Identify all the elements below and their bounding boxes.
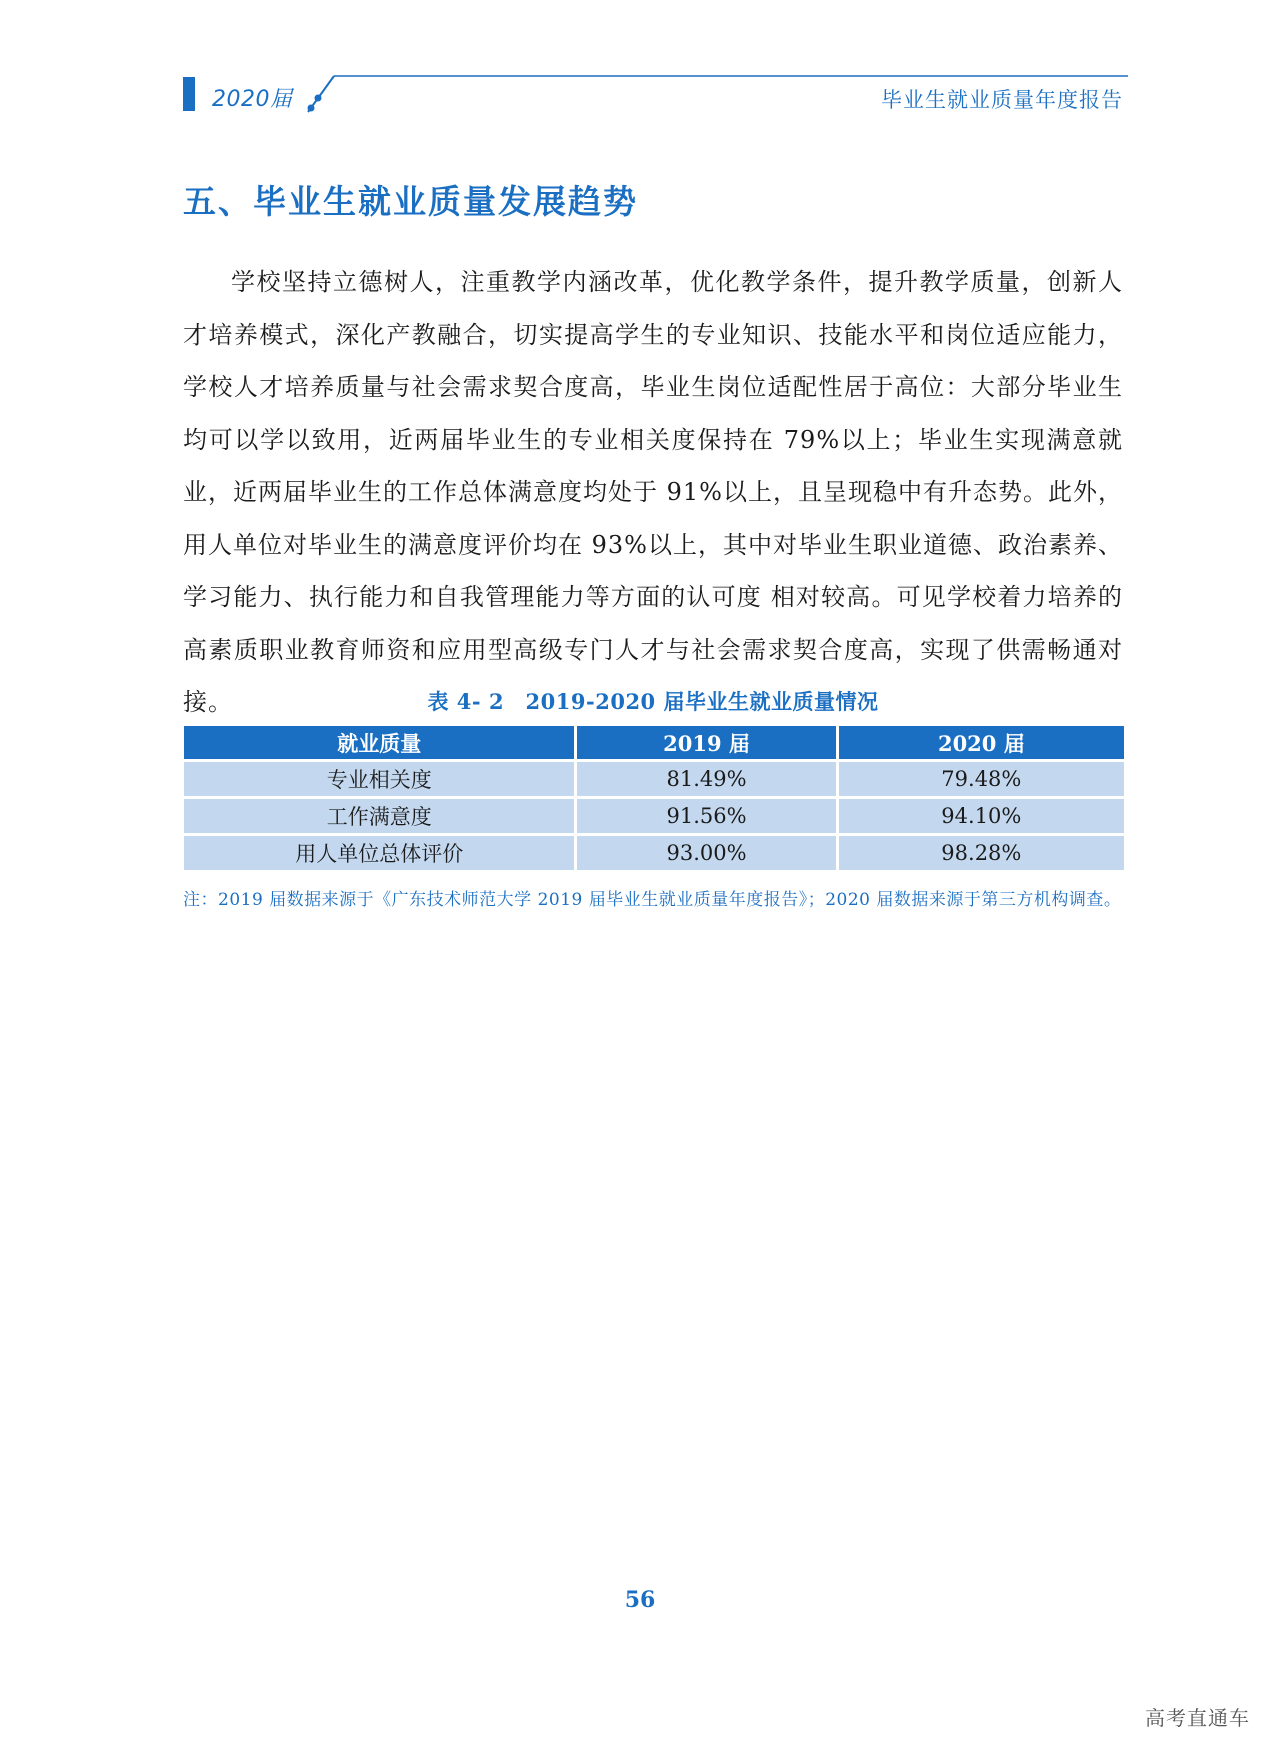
table-note: 注：2019 届数据来源于《广东技术师范大学 2019 届毕业生就业质量年度报告》；2020 届数据来源于第三方机构调查。 (183, 890, 1122, 910)
table-caption: 表 4- 2 2019-2020 届毕业生就业质量情况 (427, 689, 879, 714)
table-cell: 91.56% (577, 799, 835, 833)
header-report-title: 毕业生就业质量年度报告 (881, 88, 1123, 112)
table-cell: 工作满意度 (184, 799, 574, 833)
table-header-cell: 就业质量 (184, 726, 574, 759)
header-year-label: 2020届 (212, 87, 293, 112)
table-cell: 79.48% (839, 762, 1124, 796)
section-title: 五、毕业生就业质量发展趋势 (183, 182, 638, 221)
table-row (184, 836, 1124, 870)
table-cell: 94.10% (839, 799, 1124, 833)
table-header-cell: 2019 届 (577, 726, 835, 759)
table-header-cell: 2020 届 (839, 726, 1124, 759)
table-cell: 98.28% (839, 836, 1124, 870)
quality-table (181, 723, 1127, 873)
page-number: 56 (624, 1587, 656, 1613)
header-accent-bar (183, 77, 195, 111)
watermark-text: 高考直通车 (1145, 1706, 1250, 1730)
table-row (184, 762, 1124, 796)
table-cell: 93.00% (577, 836, 835, 870)
body-paragraph: 学校坚持立德树人，注重教学内涵改革，优化教学条件，提升教学质量，创新人才培养模式，深化产教融合，切实提高学生的专业知识、技能水平和岗位适应能力，学校人才培养质量与社会需求契合度高，毕业生岗位适配性居于高位：大部分毕业生均可以学以致用，近两届毕业生的专业相关度保持在 79%以上；毕业生实现满意就业，近两届毕业生的工作总体满意度均处于 91%以上，且呈现稳中有升态势。此外，用人单位对毕业生的满意度评价均在 93%以上，其中对毕业生职业道德、政治素养、学习能力、执行能力和自我管理能力等方面的认可度 相对较高。可见学校着力培养的高素质职业教育师资和应用型高级专门人才与社会需求契合度高，实现了供需畅通对接。 (183, 268, 1123, 716)
table-cell: 用人单位总体评价 (184, 836, 574, 870)
table-cell: 81.49% (577, 762, 835, 796)
table-row (184, 799, 1124, 833)
table-cell: 专业相关度 (184, 762, 574, 796)
table-header-row (184, 726, 1124, 759)
